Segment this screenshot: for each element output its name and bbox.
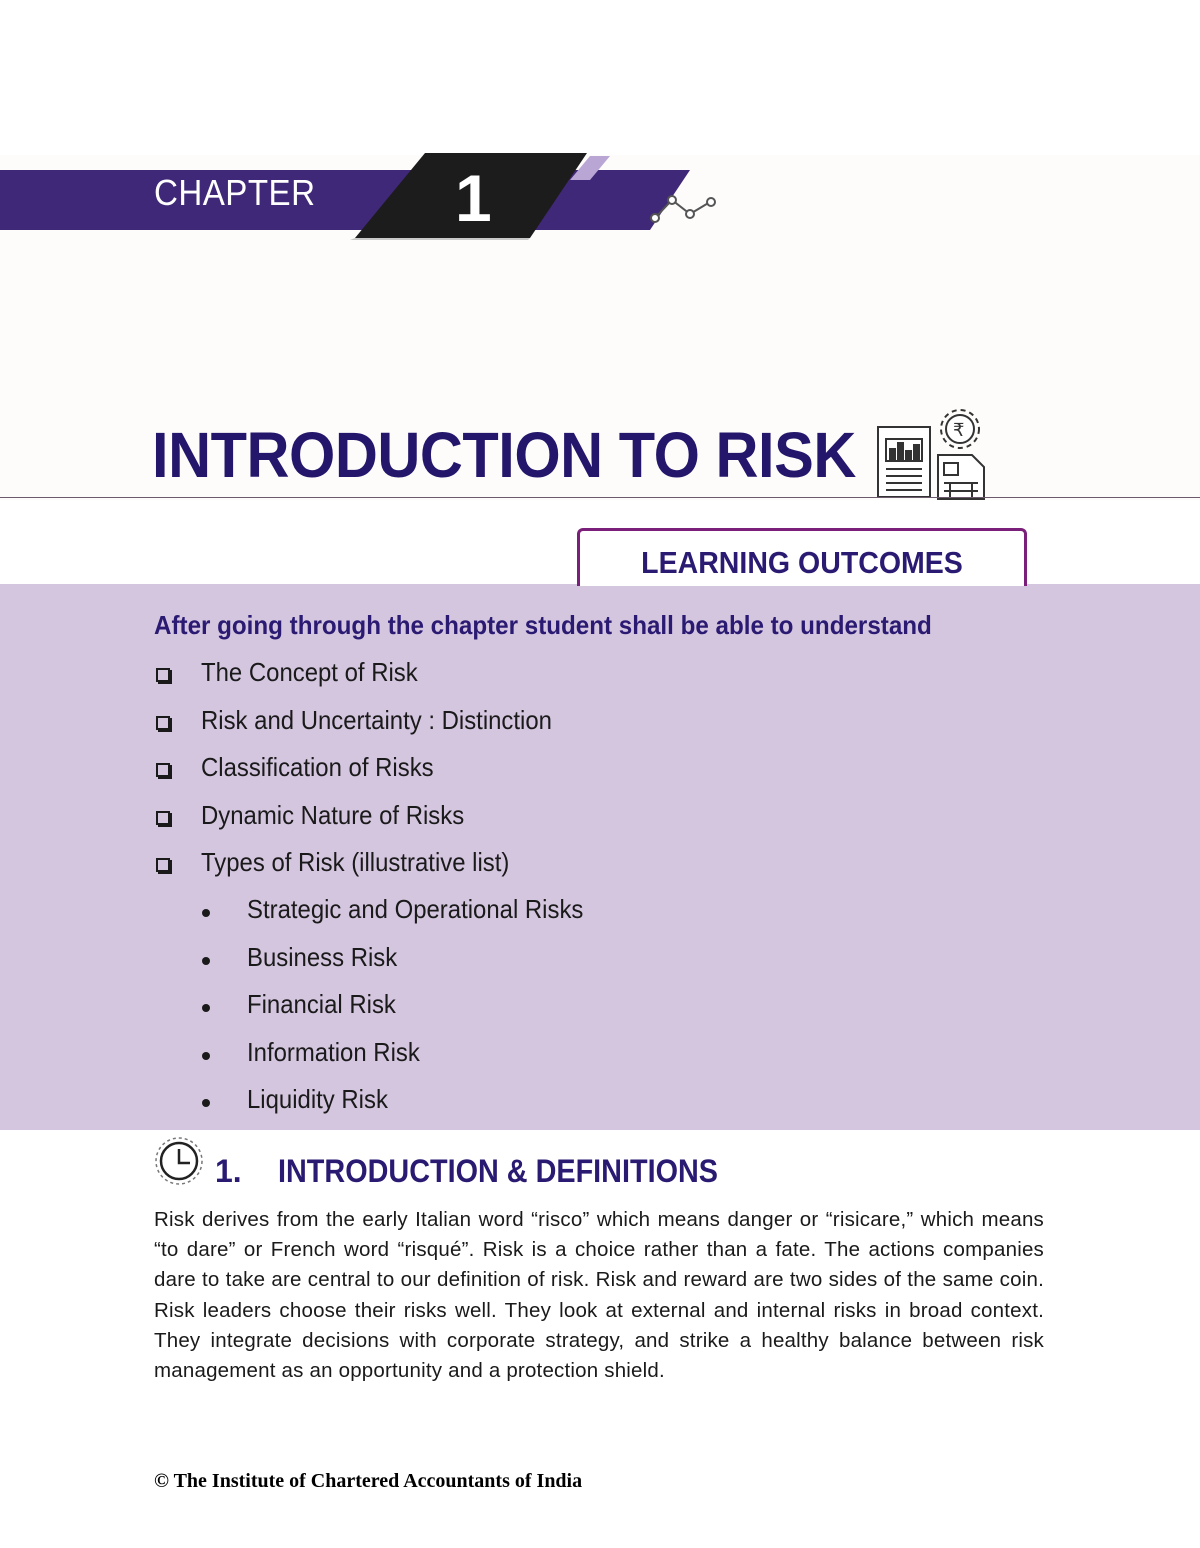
clock-icon bbox=[152, 1133, 204, 1185]
outcome-subitem: Strategic and Operational Risks bbox=[247, 894, 584, 924]
learning-outcomes-intro: After going through the chapter student shall be able to understand bbox=[154, 610, 932, 640]
round-bullet-icon bbox=[202, 909, 210, 917]
round-bullet-icon bbox=[202, 1099, 210, 1107]
outcome-subitem: Liquidity Risk bbox=[247, 1084, 388, 1114]
outcome-item: Classification of Risks bbox=[201, 752, 434, 782]
learning-outcomes-box bbox=[0, 584, 1200, 1130]
outcome-subitem: Information Risk bbox=[247, 1037, 420, 1067]
section-body: Risk derives from the early Italian word “risco” which means danger or “risicare,” which means “to dare” or French word “risqué”. Risk is a choice rather than a fate. The actions companies dare to take are central to our definition of risk. Risk and reward are two sides of the same coin. Risk leaders choose their risks well. They look at external and internal risks in broad context. They integrate decisions with corporate strategy, and strike a healthy balance between risk management as an opportunity and a protection shield. bbox=[154, 1208, 1044, 1383]
outcome-item: Types of Risk (illustrative list) bbox=[201, 847, 510, 877]
chapter-title: INTRODUCTION TO RISK bbox=[152, 419, 856, 491]
learning-outcomes-label: LEARNING OUTCOMES bbox=[641, 545, 963, 580]
checkbox-bullet-icon bbox=[156, 716, 170, 730]
learning-outcomes-tab bbox=[577, 528, 1027, 586]
footer-copyright: © The Institute of Chartered Accountants of India bbox=[154, 1470, 583, 1492]
outcome-subitem: Business Risk bbox=[247, 942, 398, 972]
svg-text:₹: ₹ bbox=[953, 420, 965, 441]
outcome-subitem: Financial Risk bbox=[247, 989, 396, 1019]
outcome-item: Dynamic Nature of Risks bbox=[201, 800, 465, 830]
checkbox-bullet-icon bbox=[156, 668, 170, 682]
outcome-item: The Concept of Risk bbox=[201, 657, 418, 687]
section-number: 1. bbox=[215, 1153, 242, 1189]
outcome-item: Risk and Uncertainty : Distinction bbox=[201, 705, 552, 735]
checkbox-bullet-icon bbox=[156, 811, 170, 825]
section-title: INTRODUCTION & DEFINITIONS bbox=[278, 1153, 718, 1189]
report-gear-icon bbox=[872, 405, 990, 503]
round-bullet-icon bbox=[202, 957, 210, 965]
chapter-number: 1 bbox=[455, 161, 492, 235]
checkbox-bullet-icon bbox=[156, 858, 170, 872]
chapter-banner bbox=[0, 150, 760, 250]
chapter-label: CHAPTER bbox=[154, 172, 316, 213]
round-bullet-icon bbox=[202, 1052, 210, 1060]
title-divider bbox=[0, 497, 1200, 498]
round-bullet-icon bbox=[202, 1004, 210, 1012]
checkbox-bullet-icon bbox=[156, 763, 170, 777]
